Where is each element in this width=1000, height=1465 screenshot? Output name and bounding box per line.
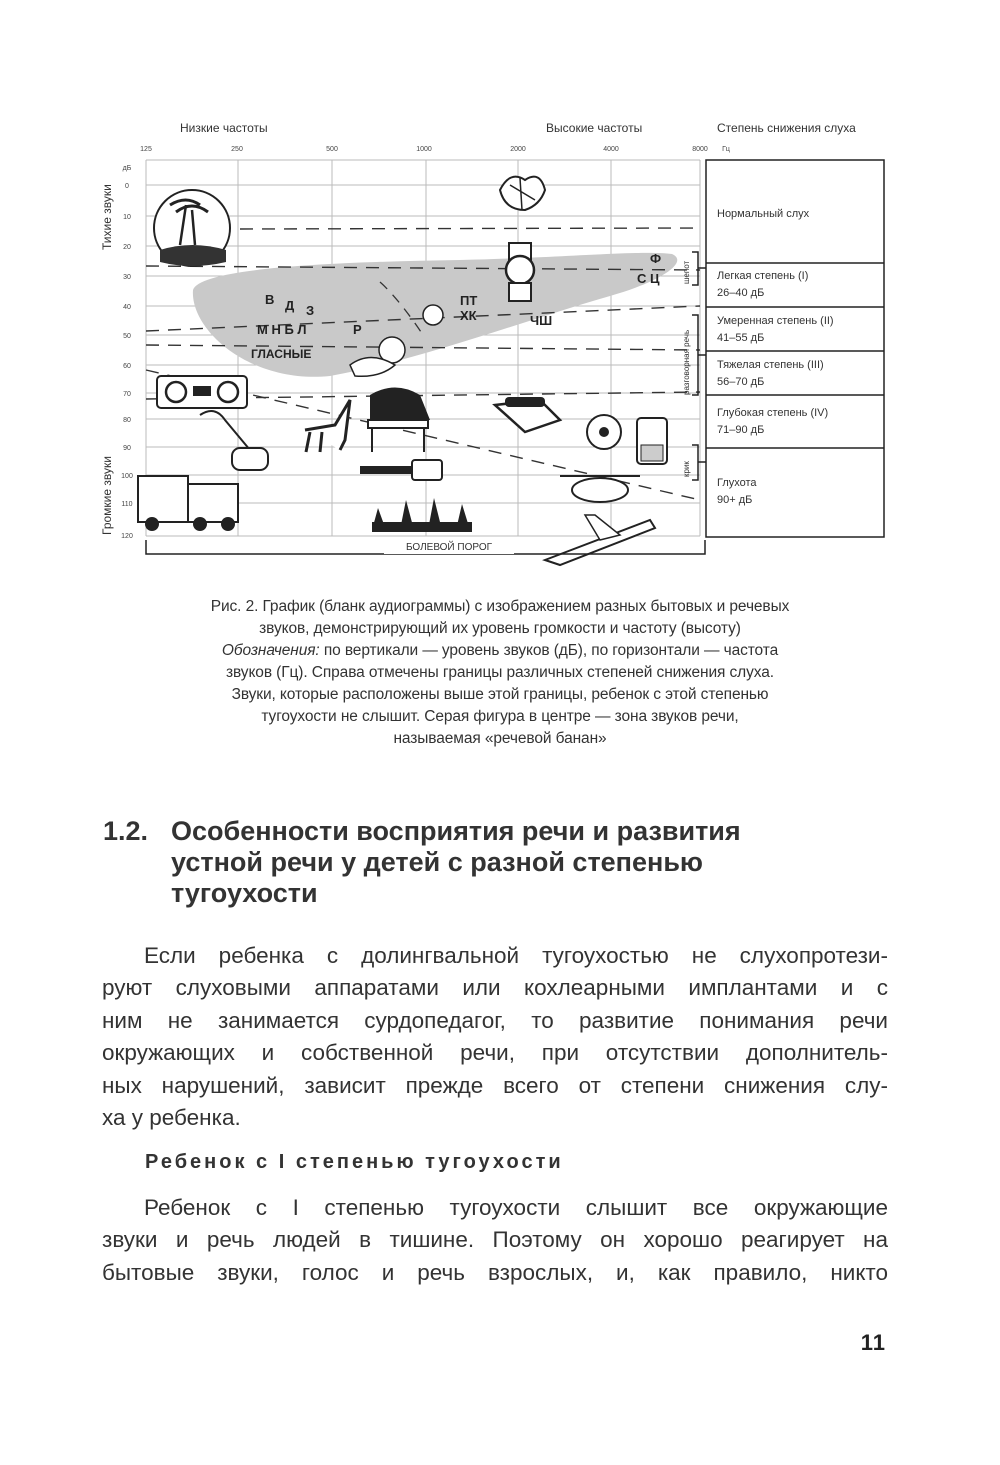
- shout-label: крик: [682, 461, 691, 477]
- leaves-icon: [500, 177, 545, 210]
- freq-unit: Гц: [722, 146, 730, 153]
- truck-icon: [138, 476, 238, 531]
- db-tick: 50: [123, 333, 131, 340]
- db-tick: 0: [125, 183, 129, 190]
- subheading: Ребенок с I степенью тугоухости: [145, 1151, 564, 1173]
- freq-tick: 2000: [510, 146, 526, 153]
- section-title: [171, 816, 741, 909]
- freq-tick: 250: [231, 146, 243, 153]
- page-number: 11: [860, 1330, 886, 1355]
- freq-tick: 4000: [603, 146, 619, 153]
- degree-range: 41–55 дБ: [717, 332, 765, 344]
- vacuum-cleaner-icon: [200, 411, 268, 470]
- degree-range: 90+ дБ: [717, 494, 753, 506]
- db-tick: 40: [123, 304, 131, 311]
- caption-line: звуков (Гц). Справа отмечены границы различных степеней снижения слуха.: [226, 664, 774, 681]
- db-tick: 20: [123, 244, 131, 251]
- caption-legend-text: по вертикали — уровень звуков (дБ), по горизонтали — частота: [319, 642, 779, 659]
- paragraph-line: ных нарушений, зависит прежде всего от степени снижения слу-: [102, 1072, 888, 1098]
- helicopter-icon: [560, 476, 640, 502]
- paragraph-2: [102, 1192, 888, 1289]
- caption-line: [110, 640, 890, 662]
- speech-letter: М Н Б Л: [257, 322, 307, 337]
- db-tick: 60: [123, 363, 131, 370]
- speech-letter: С Ц: [637, 271, 660, 286]
- food-processor-icon: [637, 418, 667, 464]
- section-title-line: Особенности восприятия речи и развития: [171, 816, 741, 846]
- section-title-line: устной речи у детей с разной степенью: [171, 847, 703, 877]
- speech-letter: В: [265, 292, 275, 307]
- degree-name: Тяжелая степень (III): [717, 359, 824, 371]
- db-tick: 80: [123, 417, 131, 424]
- paragraph-line: ним не занимается сурдопедагог, то развитие понимания речи: [102, 1007, 888, 1033]
- degree-range: 56–70 дБ: [717, 376, 765, 388]
- speech-letter: Р: [353, 322, 362, 337]
- db-tick: 70: [123, 391, 131, 398]
- freq-tick: 1000: [416, 146, 432, 153]
- high-frequencies-label: Высокие частоты: [546, 121, 643, 135]
- low-frequencies-label: Низкие частоты: [180, 121, 268, 135]
- caption-line: называемая «речевой банан»: [393, 730, 607, 747]
- db-tick: 10: [123, 214, 131, 221]
- db-tick: 110: [121, 501, 133, 508]
- radio-boombox-icon: [157, 376, 247, 408]
- speech-letter: З: [306, 303, 315, 318]
- db-tick: 30: [123, 274, 131, 281]
- piano-icon: [368, 388, 430, 453]
- whisper-label: шепот: [682, 260, 691, 284]
- hearing-loss-degree-label: Степень снижения слуха: [717, 121, 856, 135]
- speech-letter: ХК: [460, 308, 477, 323]
- paragraph-line: бытовые звуки, голос и речь взрослых, и, как правило, никто: [102, 1259, 888, 1285]
- paragraph-line: звуки и речь людей в тишине. Поэтому он хорошо реагирует на: [102, 1227, 888, 1253]
- speech-letter: ПТ: [460, 293, 478, 308]
- audiogram-figure: [0, 0, 1000, 580]
- circular-saw-icon: [587, 415, 621, 449]
- paragraph-line: руют слуховыми аппаратами или кохлеарными имплантами и с: [102, 975, 888, 1001]
- speech-letter: ГЛАСНЫЕ: [251, 347, 312, 361]
- freq-tick: 8000: [692, 146, 708, 153]
- paragraph-line: окружающих и собственной речи, при отсутствии дополнитель-: [102, 1040, 888, 1066]
- speech-letter: Д: [285, 298, 295, 313]
- degree-range: 71–90 дБ: [717, 424, 765, 436]
- degree-name: Глухота: [717, 477, 757, 489]
- db-tick: 100: [121, 473, 133, 480]
- caption-line: Рис. 2. График (бланк аудиограммы) с изображением разных бытовых и речевых: [210, 598, 790, 615]
- degree-range: 26–40 дБ: [717, 287, 765, 299]
- caption-line: тугоухости не слышит. Серая фигура в центре — зона звуков речи,: [261, 708, 739, 725]
- freq-tick: 500: [326, 146, 338, 153]
- degree-name: Глубокая степень (IV): [717, 407, 829, 419]
- island-icon: [154, 190, 230, 266]
- pain-threshold-label: БОЛЕВОЙ ПОРОГ: [405, 542, 493, 553]
- speech-letter: Ф: [650, 251, 662, 266]
- quiet-sounds-label: Тихие звуки: [100, 184, 114, 250]
- freq-tick: 125: [140, 146, 152, 153]
- paragraph-line: ха у ребенка.: [102, 1105, 241, 1131]
- loud-sounds-label: Громкие звуки: [100, 456, 114, 535]
- wristwatch-icon: [506, 243, 534, 301]
- conversational-speech-label: разговорная речь: [682, 329, 691, 395]
- caption-legend-label: Обозначения:: [221, 642, 320, 659]
- caption-line: Звуки, которые расположены выше этой границы, ребенок с этой степенью: [231, 686, 769, 703]
- db-tick: 90: [123, 445, 131, 452]
- paragraph-line: Если ребенка с долингвальной тугоухостью не слухопротези-: [144, 943, 888, 968]
- airplane-icon: [545, 515, 655, 565]
- dog-icon: [305, 400, 350, 452]
- degree-name: Легкая степень (I): [717, 270, 809, 282]
- paragraph-1: [102, 940, 888, 1134]
- degree-name: Умеренная степень (II): [717, 315, 834, 327]
- section-number: 1.2.: [103, 816, 149, 846]
- speech-letter: ЧШ: [530, 313, 553, 328]
- degree-name: Нормальный слух: [717, 208, 810, 220]
- paragraph-line: Ребенок с I степенью тугоухости слышит все окружающие: [144, 1195, 888, 1220]
- telephone-icon: [495, 397, 560, 432]
- db-tick: 120: [121, 533, 133, 540]
- db-unit: дБ: [122, 165, 132, 172]
- chainsaw-icon: [360, 460, 442, 480]
- figure-caption: [110, 596, 890, 750]
- caption-line: звуков, демонстрирующий их уровень громкости и частоту (высоту): [259, 620, 741, 637]
- section-title-line: тугоухости: [171, 878, 318, 908]
